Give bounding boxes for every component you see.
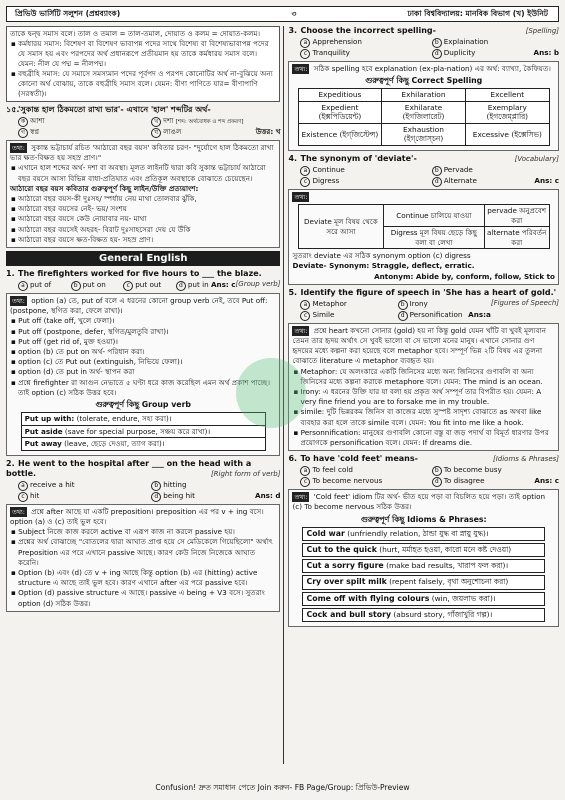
explanation	[288, 323, 559, 451]
option-c: গ স্বপ্ন	[18, 127, 147, 138]
option-d: d To disagree Ans: c	[432, 476, 559, 487]
expl-line: Antonym: Abide by, conform, follow, Stick to	[374, 271, 555, 281]
idiom-item: Come off with flying colours (win, জয়লাভ করা)।	[302, 592, 545, 606]
option-d: ঘ লাঙল উত্তর: খ	[151, 127, 280, 138]
question-number: 4.	[288, 153, 298, 163]
option-a: a Continue	[300, 165, 427, 176]
options	[300, 299, 490, 321]
table-row: Put up with: (tolerate, endure, সহ্য করা)।	[21, 413, 265, 426]
question-2	[6, 459, 280, 612]
option-b: b Pervade	[432, 165, 559, 176]
idiom-item: Cut to the quick (hurt, মর্মাহত হওয়া, কারো মনে কষ্ট দেওয়া)	[302, 543, 545, 557]
idiom-item: Cock and bull story (absurd story, গাঁজাখুরি গল্প)।	[302, 608, 545, 622]
answer: Ans: c	[534, 476, 559, 486]
expl-line: ▪ প্রশ্নে firefighter রা আগুন নেভাতে ৫ ঘণ্টা ধরে কাজ করেছিল এমন অর্থ প্রকাশ পাচ্ছে। তাই option (c) সঠিক উত্তর হবে।	[10, 378, 276, 398]
option-a: a Apprehension	[300, 37, 427, 48]
page	[6, 6, 559, 794]
expl-line: ▪ Option (b) এবং (d) তে v + ing আছে কিন্তু option (b) এর (hitting) active structure এ আছে তাই ভুল হবে। কারণ এখানে after এর পরে passive হবে।	[10, 568, 276, 588]
answer: উত্তর: খ	[255, 127, 281, 136]
expl-line: ▪ প্রশ্নের অর্থ বোঝাচ্ছে "বোতলের দ্বারা আঘাত প্রাপ্ত হয়ে সে মেডিকেলে গিয়েছিলো" অর্থাৎ Preposition এর পরে এখানে passive আছে। কারণ কেউ নিজে নিজেকে আঘাত করেনি।	[10, 537, 276, 568]
idiom-item: Cry over spilt milk (repent falsely, বৃথা অনুশোচনা করা)	[302, 575, 545, 589]
expl-subheading: আঠারো বছর বয়স কবিতার গুরুত্বপূর্ণ কিছু লাইন/উক্তি প্রত্যয়াংশ:	[10, 183, 199, 193]
explanation	[288, 61, 559, 151]
expl-line: 'Cold feet' idiom টির অর্থ- ভীত হয়ে পড়া বা বিচলিত হয়ে পড়া। তাই option (c) To become nervous সঠিক উত্তর।	[292, 492, 546, 512]
question-number: 1.	[6, 269, 15, 279]
expl-line: ▪ Put off (postpone, defer, স্থগিত/মুলতুবি রাখা)।	[10, 327, 276, 337]
header-right: ঢাকা বিশ্ববিদ্যালয়: মানবিক বিভাগ (খ) ইউনিট	[407, 8, 548, 18]
expl-line: প্রশ্নে after আছে যা একটি preposition। preposition এর পর v + ing বসে। option (a) ও (c) তাই ভুল হবে।	[10, 506, 264, 526]
expl-line: ▪ এখানে হাল শব্দের অর্থ- দশা বা অবস্থা। মূলত লাইনটি দ্বারা কবি সুকান্ত ভট্টাচার্য আঠারো বছর বয়সে আসা বিভিন্ন বাধা-প্রতিঘাত এবং প্রতিকূল অবস্থাকে বোঝাতে চেয়েছেন।	[10, 163, 276, 183]
option-c: c Simile	[300, 310, 393, 321]
expl-line: ▪ আঠারো বছর বয়সের নেই- ভয়/ সংশয়	[10, 204, 276, 214]
topic-tag: [Group verb]	[235, 280, 281, 289]
info-badge: তথ্য:	[294, 326, 308, 335]
samas-note: ▪ বহুব্রীহি সমাস: যে সমাসে সমস্যমান পদের পূর্বপদ ও পরপদ কোনোটির অর্থ না-বুঝিয়ে অন্য কোনো অর্থ বোঝায়, তাকে বহুব্রীহি সমাস বলে। যেমন: বীণা পাণিতে যার= বীণাপাণি (সরস্বতী)।	[10, 69, 276, 99]
topic-tag: [Right form of verb]	[210, 469, 281, 478]
option-d: d Personification Ans:a	[398, 310, 491, 321]
question-3	[288, 26, 559, 151]
question-number: ১৫.	[6, 105, 20, 114]
question-number: 2.	[6, 458, 15, 468]
options	[18, 280, 236, 291]
option-a: a To feel cold	[300, 465, 427, 476]
options	[300, 165, 559, 187]
answer: Ans: c	[210, 280, 236, 290]
options	[18, 116, 280, 138]
question-text: Identify the figure of speech in 'She has a heart of gold.'	[300, 287, 557, 297]
topic-tag: [Figures of Speech]	[490, 298, 559, 307]
expl-line: ▪ Put off (take off, খুলে ফেলা)।	[10, 316, 276, 326]
question-text: The synonym of 'deviate'-	[300, 153, 417, 163]
info-badge: তথ্য:	[12, 144, 25, 152]
option-b: খ দশা [শব্দ: অর্থবোধক ও শব্দ প্রকরণ]	[151, 116, 280, 127]
expl-line: Deviate- Synonym: Straggle, deflect, erratic.	[292, 261, 475, 271]
topic-tag: [Idioms & Phrases]	[493, 455, 559, 464]
expl-line: ▪ Irony: এ ধরনের উক্তি যার যা বলা হয় প্রকৃত অর্থ সম্পূর্ণ তার বিপরীত হয়। যেমন: A very fine friend you are to forsake me in my trouble.	[292, 387, 555, 407]
question-number: 6.	[288, 454, 298, 464]
expl-line: প্রশ্নে heart কখনো সোনার (gold) হয় না কিন্তু gold যেমন খাঁটি বা খুবই মূল্যবান তেমন তার হৃদয় অর্থাৎ সে খুবই ভালো বা সে ভালো মনের মানুষ। এখানে সোনার গুণ হৃদয়ের মধ্যে কল্পনা করা হয়েছে বলে metaphor হবে। সম্পূর্ণ ভিন্ন ২টি বিষয় এর তুলনা বোঝাতে literature এ metaphor ব্যবহৃত হয়।	[292, 325, 546, 366]
question-text: Choose the incorrect spelling-	[300, 26, 436, 35]
idiom-item: Cut a sorry figure (make bad results, খারাপ ফল করা)।	[302, 559, 545, 573]
right-column	[284, 26, 559, 764]
option-d: d Alternate Ans: c	[432, 176, 559, 187]
question-5	[288, 288, 559, 451]
topic-tag: [Spelling]	[525, 27, 559, 35]
expl-line: সুকান্ত ভট্টাচার্য রচিত 'আঠারো বছর বয়স' কবিতার চরণ- "দুর্যোগে হাল ঠিকমতো রাখা ভার ক্ষত-বিক্ষত হয় সহস্র প্রাণ।"	[10, 143, 274, 163]
page-number: ৩	[291, 8, 297, 18]
explanation	[6, 504, 280, 612]
expl-line: সঠিক spelling হবে explanation (ex-pla-nation) এর অর্থ: ব্যাখ্যা, কৈফিয়ত।	[313, 64, 551, 73]
section-banner: General English	[6, 251, 280, 266]
question-number: 5.	[288, 287, 298, 297]
expl-line: ▪ Option (d) passive structure এ আছে। passive এ being + V3 বসে। সুতরাং option (d) সঠিক উত্তর।	[10, 588, 276, 608]
explanation	[6, 140, 280, 248]
table-row: Put away (leave, ছেড়ে দেওয়া, ত্যাগ করা)।	[21, 438, 265, 451]
option-c: c put out	[123, 280, 172, 291]
question-text: To have 'cold feet' means-	[300, 454, 418, 464]
spelling-table	[298, 88, 550, 146]
option-c: c Digress	[300, 176, 427, 187]
expl-line: ▪ Subject নিজে কাজ করলে active বা এরূপ কাজ না করলে passive হয়।	[10, 527, 276, 537]
option-b: b put on	[71, 280, 120, 291]
idioms-title: গুরুত্বপূর্ণ কিছু Idioms & Phrases:	[360, 514, 487, 524]
page-footer: Confusion! দ্রুত সমাধান পেতে Join করুন- FB Page/Group: প্রিভিউ-Preview	[155, 783, 410, 792]
table-row: Digress মূল বিষয় ছেড়ে কিছু বলা বা লেখা alternate পরিবর্তন করা	[298, 227, 549, 249]
question-text: 'সুকান্ত হাল ঠিকমতো রাখা ভার'- এখানে 'হাল' শব্দটির অর্থ-	[18, 105, 211, 114]
option-d: d being hit Ans: d	[151, 491, 280, 502]
group-verb-title: গুরুত্বপূর্ণ কিছু Group verb	[95, 400, 192, 410]
answer: Ans:a	[468, 309, 491, 319]
expl-line: ▪ আঠারো বছর বয়সে ক্ষত-বিক্ষত হয়- সহস্র প্রাণ।	[10, 235, 276, 245]
expl-line: ▪ option (c) তে Put out (extinguish, নিভিয়ে ফেলা)।	[10, 357, 276, 367]
option-c: c To become nervous	[300, 476, 427, 487]
explanation	[6, 293, 280, 456]
question-text: He went to the hospital after ___ on the head with a bottle.	[6, 458, 252, 478]
expl-line: ▪ আঠারো বছর বয়সেই অহরহ- বিরাট দুঃসাহসেরা দেয় যে উঁকি	[10, 225, 276, 235]
option-b: b hitting	[151, 480, 280, 491]
samas-note: তাকে দ্বন্দ্ব সমাস বলে। তাল ও তমাল = তাল-তমাল, দোয়াত ও কলম = দোয়াত-কলম।	[10, 29, 261, 38]
option-a: a put of	[18, 280, 67, 291]
table-row: Expedient (ইক্সপিডিয়েন্ট) Exhilarate (ইগজিলারেট) Exemplary (ইগজেম্‌প্লারি)	[298, 101, 549, 123]
group-verb-table	[21, 412, 266, 451]
topic-note: [শব্দ: অর্থবোধক ও শব্দ প্রকরণ]	[175, 119, 244, 125]
samas-note: ▪ কর্মধারয় সমাস: বিশেষণ বা বিশেষণ ভাবাপন্ন পদের সাথে বিশেষ্য বা বিশেষ্যভাবাপন্ন পদের যে সমাস হয় এবং পরপদের অর্থ প্রধানরূপে প্রতীয়মান হয় তাকে কর্মধারয় সমাস বলে। যেমন: নীল যে পদ্ম = নীলপদ্ম।	[10, 39, 276, 69]
option-d: d Duplicity Ans: b	[432, 48, 559, 59]
option-b: b Irony	[398, 299, 491, 310]
question-number: 3.	[288, 26, 298, 35]
expl-line: ▪ option (b) তে put on অর্থ- পরিধান করা।	[10, 347, 276, 357]
expl-line: ▪ Put off (get rid of, মুক্ত হওয়া)।	[10, 337, 276, 347]
page-header	[6, 6, 559, 22]
idiom-item: Cold war (unfriendly relation, ঠান্ডা যুদ্ধ বা স্নায়ু যুদ্ধ)।	[302, 527, 545, 541]
table-row: Deviate মূল বিষয় থেকে সরে আসা Continue চালিয়ে যাওয়া pervade অনুপ্রবেশ করা	[298, 205, 549, 227]
question-4	[288, 154, 559, 285]
expl-line: ▪ আঠারো বছর বয়স-কী দুঃসহ/ স্পর্ধায় নেয় মাথা তোলবার ঝুঁকি,	[10, 194, 276, 204]
option-b: b To become busy	[432, 465, 559, 476]
option-b: b Explaination	[432, 37, 559, 48]
expl-line: ▪ Personnification: মানুষের গুণাবলি কোনো বস্তু বা জড় পদার্থ বা বিমূর্ত ধারণার উপর প্রয়োগকে personification বলে। যেমন: If dreams die.	[292, 428, 555, 448]
explanation	[288, 189, 559, 285]
expl-line: ▪ option (d) তে put in অর্থ- স্থাপন করা	[10, 367, 276, 377]
answer: Ans: d	[255, 490, 281, 500]
expl-line: ▪ simile: দুটি ভিন্নরকম জিনিস বা কাজের মধ্যে সুস্পষ্ট সাদৃশ্য বোঝাতে as অথবা like ব্যবহার করা হলে তাকে simile বলে। যেমন: You fit into me like a hook.	[292, 407, 555, 427]
option-d: d put in Ans: c	[176, 280, 236, 291]
option-c: c hit	[18, 491, 147, 502]
table-row: Expeditious Exhilaration Excellent	[298, 89, 549, 102]
answer: Ans: b	[533, 48, 559, 57]
question-1	[6, 269, 280, 456]
expl-line: ▪ আঠারো বছর বয়সে কেউ নোয়াবার নয়- মাথা	[10, 214, 276, 224]
question-6	[288, 454, 559, 627]
option-a: a Metaphor	[300, 299, 393, 310]
topic-tag: [Vocabulary]	[514, 154, 559, 163]
samas-notes-box	[6, 26, 280, 102]
spelling-title: গুরুত্বপূর্ণ কিছু Correct Spelling	[365, 76, 483, 86]
options	[300, 465, 559, 487]
expl-line: option (a) তে, put of বলে এ ধরনের কোনো group verb নেই, তবে Put off: (postpone, স্থগিত করা, ফেলে রাখা)।	[10, 296, 268, 316]
option-a: a receive a hit	[18, 480, 147, 491]
expl-line: ▪ Metaphor: যে অলংকারে একটি জিনিসের মধ্যে অন্য জিনিসের গুণাবলি বা অন্য জিনিসের মধ্যে কল্পনা করাকে metaphore বলে। যেমন: The mind is an ocean.	[292, 367, 555, 387]
synonym-table	[298, 204, 550, 249]
info-badge: তথ্য:	[294, 65, 308, 73]
info-badge: তথ্য:	[294, 192, 308, 201]
option-a: ক আশা	[18, 116, 147, 127]
options	[18, 480, 280, 502]
watermark-logo	[236, 358, 306, 428]
options	[300, 37, 559, 59]
question-text: The firefighters worked for five hours to ___ the blaze.	[18, 269, 262, 279]
header-left: প্রিভিউ ভার্সিটি সলুশন (প্রশ্নব্যাংক)	[15, 8, 121, 18]
info-badge: তথ্য:	[12, 297, 25, 306]
info-badge: তথ্য:	[294, 493, 308, 502]
expl-line: সুতরাং deviate এর সঠিক synonym option (c) digress	[292, 251, 471, 261]
table-row: Put aside (save for special purpose, সঞ্চয় করে রাখা)।	[21, 425, 265, 438]
explanation	[288, 489, 559, 627]
info-badge: তথ্য:	[12, 507, 25, 516]
answer: Ans: c	[534, 175, 559, 185]
table-row: Existence (ইগ্‌জিস্টেন্স) Exhaustion (ইগ্‌জোস্‌চন) Excessive (ইক্সেসিভ)	[298, 123, 549, 145]
option-c: c Tranquility	[300, 48, 427, 59]
question-15	[6, 105, 280, 248]
